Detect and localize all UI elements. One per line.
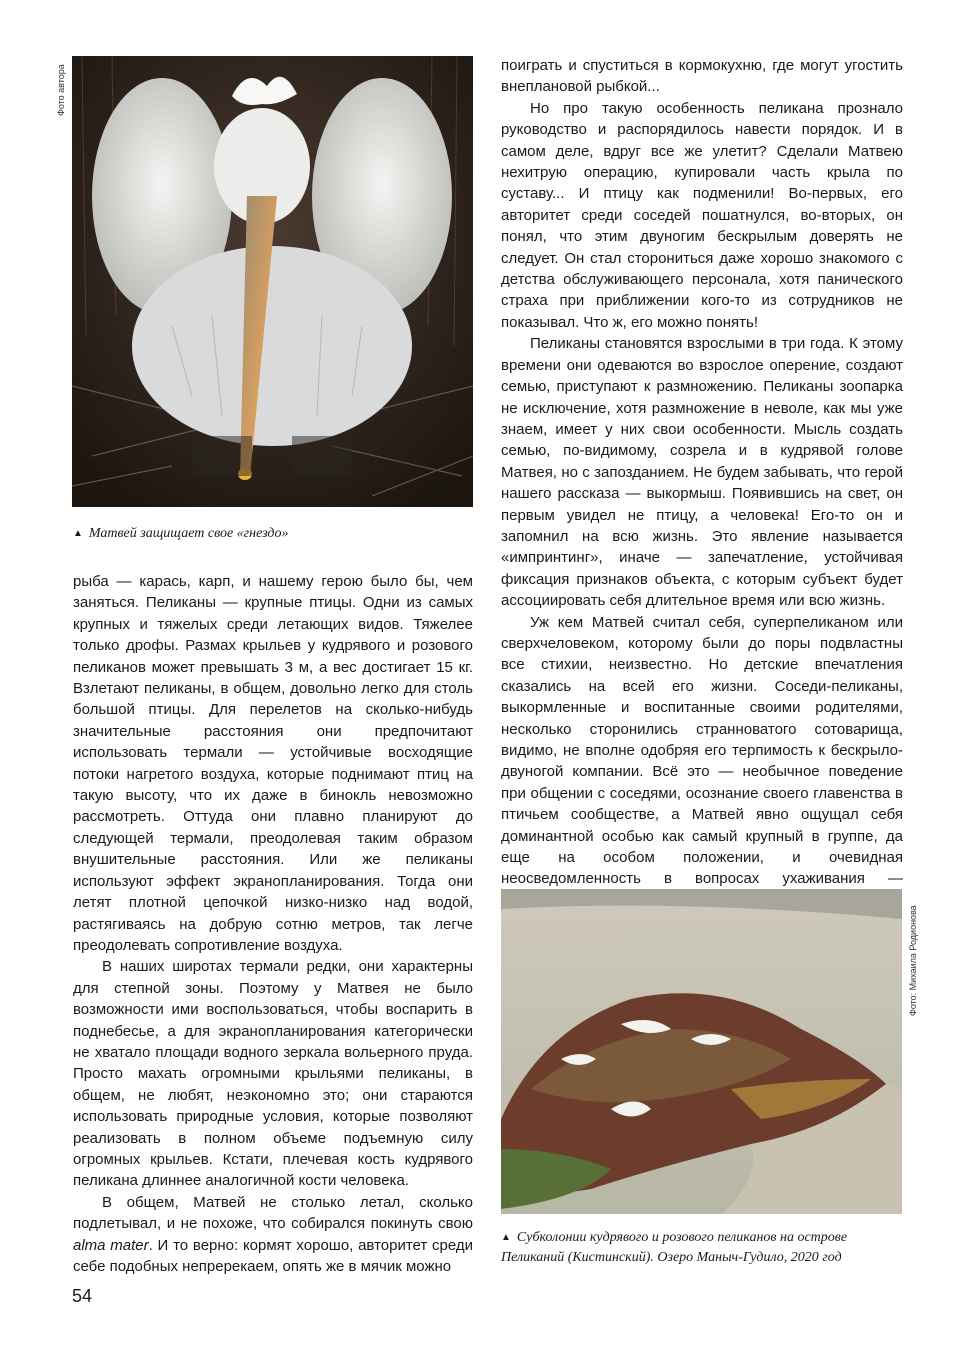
right-text-column bbox=[501, 55, 903, 911]
paragraph: Пеликаны становятся взрослыми в три года. К этому времени они одеваются во взрослое оперение, создают семью, приступают к размножению. Пеликаны зоопарка не исключение, хотя размножение в неволе, как мы уже знаем, имеет у них свои особенности. Мысль создать семью, по-видимому, созрела и в кудрявой голове Матвея, но с запозданием. Не будем забывать, что герой нашего рассказа — выкормыш. Появившись на свет, он первым увидел не птицу, а человека! Его-то он и запомнил на всю жизнь. Это явление называется «импринтинг», иначе — запечатление, устойчивая фиксация признаков объекта, с которым субъект будет ассоциировать себя длительное время или всю жизнь. bbox=[501, 335, 903, 610]
paragraph-text: . И то верно: кормят хорошо, авторитет среди себе подобных непререкаем, опять же в мячик можно bbox=[73, 1236, 473, 1275]
paragraph: В наших широтах термали редки, они характерны для степной зоны. Поэтому у Матвея не было возможности ими воспользоваться, чтобы воспарить в поднебесье, а для экранопланирования категорически не хватало площади водного зеркала вольерного пруда. Просто махать огромными крыльями пеликаны, в общем, не любят, неэкономно это; они стараются использовать природные условия, которые позволяют реализовать в полном объеме подъемную силу огромных крыльев. Кстати, плечевая кость кудрявого пеликана длиннее аналогичной кости человека. bbox=[73, 958, 473, 1190]
photo-credit-author: Фото автора bbox=[56, 64, 66, 116]
pelican-illustration bbox=[72, 56, 473, 507]
left-text-column bbox=[73, 571, 473, 1277]
page-number: 54 bbox=[72, 1286, 93, 1306]
paragraph: Но про такую особенность пеликана прознало руководство и распорядилось навести порядок. И в самом деле, вдруг все же улетит? Сделали Матвею нехитрую операцию, купировали часть крыла по суставу... И птицу как подменили! Во-первых, его авторитет среди соседей пошатнулся, во-вторых, он понял, что этим двуногим бескрылым доверять не следует. Он стал сторониться даже хорошо знакомого с детства обслуживающего персонала, хотя панического страха при приближении кого-то из сотрудников не показывал. Что ж, его можно понять! bbox=[501, 99, 903, 331]
photo-credit-rodionov: Фото: Михаила Родионова bbox=[908, 905, 918, 1016]
pelican-photo bbox=[72, 56, 473, 507]
paragraph: Уж кем Матвей считал себя, суперпеликаном или сверхчеловеком, которому были до поры подвластны все стихии, неизвестно. Но детские впечатления сказались на всей его жизни. Соседи-пеликаны, выкормленные и воспитанные своими родителями, несколько сторонились странноватого сотоварища, видимо, не вполне одобряя его терпимость к бескрыло-двуногой компании. Всё это — необычное поведение при общении с соседями, осознание своего главенства в птичьем сообществе, а Матвей явно ощущал себя доминантной особью как самый крупный в группе, да еще на особом положении, и очевидная неосведомленность в вопросах ухаживания — bbox=[501, 613, 903, 888]
photo-caption-island bbox=[501, 1228, 903, 1268]
paragraph: поиграть и спуститься в кормокухню, где могут угостить внеплановой рыбкой... bbox=[501, 57, 903, 96]
paragraph bbox=[73, 1192, 473, 1278]
island-illustration bbox=[501, 889, 902, 1214]
triangle-marker-icon: ▲ bbox=[73, 528, 83, 539]
caption-text: Субколонии кудрявого и розового пеликанов на острове Пеликаний (Кистинский). Озеро Маныч-Гудило, 2020 год bbox=[501, 1230, 848, 1265]
triangle-marker-icon: ▲ bbox=[501, 1232, 511, 1243]
photo-caption-pelican bbox=[73, 524, 473, 544]
caption-text: Матвей защищает свое «гнездо» bbox=[88, 526, 289, 541]
island-aerial-photo bbox=[501, 889, 902, 1214]
paragraph-text: В общем, Матвей не столько летал, сколько подлетывал, и не похоже, что собирался покинуть свою bbox=[73, 1193, 473, 1233]
paragraph: рыба — карась, карп, и нашему герою было бы, чем заняться. Пеликаны — крупные птицы. Одни из самых крупных и тяжелых среди летающих видов. Тяжелее только дрофы. Размах крыльев у кудрявого и розового пеликанов может превышать 3 м, а вес достигает 15 кг. Взлетают пеликаны, в общем, довольно легко для столь большой птицы. Для перелетов на сколько-нибудь значительные расстояния они предпочитают использовать термали — устойчивые восходящие потоки нагретого воздуха, которые поднимают птиц на такую высоту, что их даже в бинокль невозможно рассмотреть. Оттуда они плавно планируют до следующей термали, преодолевая таким образом внушительные расстояния. Или же пеликаны используют эффект экранопланирования. Тогда они летят плотной цепочкой низко-низко над водой, растягиваясь на добрую сотню метров, так легче преодолевать сопротивление воздуха. bbox=[73, 573, 473, 954]
latin-phrase: alma mater bbox=[73, 1236, 149, 1254]
